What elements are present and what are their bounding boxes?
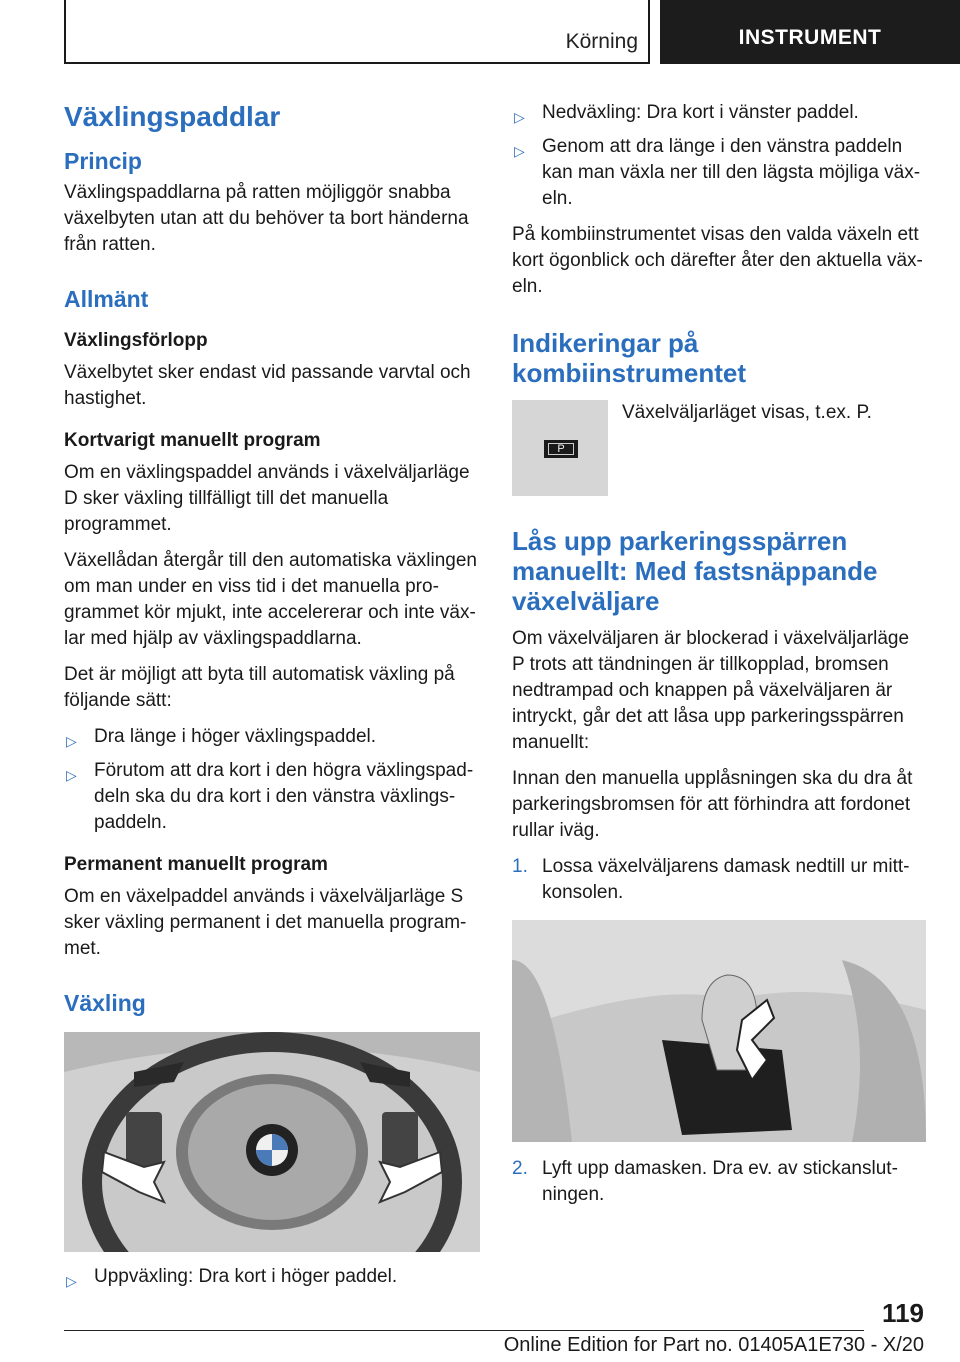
short-program-text-2: Växellådan återgår till den automatiska växlingen om man under en viss tid i det manuella programmet kör mjukt, inte accelererar och inte växlar med hjälp av växlingspaddlarna. (64, 550, 477, 649)
triangle-right-icon: ▷ (514, 109, 525, 125)
permanent-program-heading: Permanent manuellt program (64, 854, 328, 875)
general-heading: Allmänt (64, 286, 149, 312)
short-program-text-1: Om en växlingspaddel används i växelväljarläge D sker växling tillfälligt till det manuella programmet. (64, 462, 470, 535)
footer-divider (64, 1330, 864, 1331)
principle-heading: Princip (64, 148, 142, 174)
flow-heading: Växlingsförlopp (64, 330, 208, 351)
list-item: ▷ Genom att dra länge i den vänstra paddeln kan man växla ner till den lägsta möjliga växeln. (514, 136, 921, 209)
header-section: Körning (565, 30, 638, 53)
triangle-right-icon: ▷ (66, 1273, 77, 1289)
triangle-right-icon: ▷ (66, 767, 77, 783)
short-program-list (64, 724, 478, 836)
indicator-row (512, 400, 926, 496)
page-title: Växlingspaddlar (64, 101, 281, 132)
shift-down-list (512, 100, 926, 212)
step-item: 1. Lossa växelväljarens damask nedtill ur mittkonsolen. (512, 856, 910, 903)
unlock-steps-1 (512, 854, 926, 906)
gear-indicator-glyph: P (548, 443, 574, 455)
unlock-text-2: Innan den manuella upplåsningen ska du dra åt parkeringsbromsen för att förhindra att fordonet rullar iväg. (512, 768, 913, 841)
triangle-right-icon: ▷ (66, 733, 77, 749)
shift-heading: Växling (64, 990, 146, 1016)
gear-selector-illustration (512, 920, 926, 1142)
gear-indicator-box (544, 440, 578, 458)
unlock-steps-2 (512, 1156, 926, 1208)
display-text: På kombiinstrumentet visas den valda växeln ett kort ögonblick och därefter åter den aktuella växeln. (512, 224, 923, 297)
page-number: 119 (882, 1298, 924, 1328)
gear-indicator-image (512, 400, 608, 496)
list-item: ▷ Uppväxling: Dra kort i höger paddel. (64, 1264, 478, 1290)
short-program-text-3: Det är möjligt att byta till automatisk växling på följande sätt: (64, 664, 455, 711)
steering-wheel-image (64, 1032, 480, 1252)
indicator-text: Växelväljarläget visas, t.ex. P. (622, 402, 872, 423)
list-item: ▷ Förutom att dra kort i den högra växlingspaddeln ska du dra kort i den vänstra växlingspaddeln. (66, 760, 474, 833)
left-column (64, 100, 478, 1300)
unlock-heading: Lås upp parkeringsspärren manuellt: Med fastsnäppande växelväljare (512, 526, 878, 616)
step-item: 2. Lyft upp damasken. Dra ev. av stickanslutningen. (512, 1158, 898, 1205)
gear-selector-image (512, 920, 926, 1142)
flow-text: Växelbytet sker endast vid passande varvtal och hastighet. (64, 362, 471, 409)
steering-wheel-illustration (64, 1032, 480, 1252)
list-item: ▷ Dra länge i höger växlingspaddel. (64, 724, 478, 750)
unlock-text-1: Om växelväljaren är blockerad i växelväljarläge P trots att tändningen är tillkopplad, bromsen nedtrampad och knappen på växelväljaren är intryckt, går det att låsa upp parkeringsspärren manuellt: (512, 628, 910, 753)
list-item: ▷ Nedväxling: Dra kort i vänster paddel. (512, 100, 926, 126)
permanent-program-text: Om en växelpaddel används i växelväljarläge S sker växling permanent i det manuella programmet. (64, 886, 467, 959)
indicator-heading: Indikeringar på kombiinstrumentet (512, 328, 747, 388)
short-program-heading: Kortvarigt manuellt program (64, 430, 321, 451)
header-frame (64, 0, 650, 64)
principle-text: Växlingspaddlarna på ratten möjliggör snabba växelbyten utan att du behöver ta bort händerna från ratten. (64, 182, 469, 255)
triangle-right-icon: ▷ (514, 143, 525, 159)
header-chapter: INSTRUMENT (660, 0, 960, 64)
footer-edition: Online Edition for Part no. 01405A1E730 - X/20 (503, 1334, 924, 1356)
shift-list (64, 1264, 478, 1290)
right-column (512, 100, 926, 1218)
